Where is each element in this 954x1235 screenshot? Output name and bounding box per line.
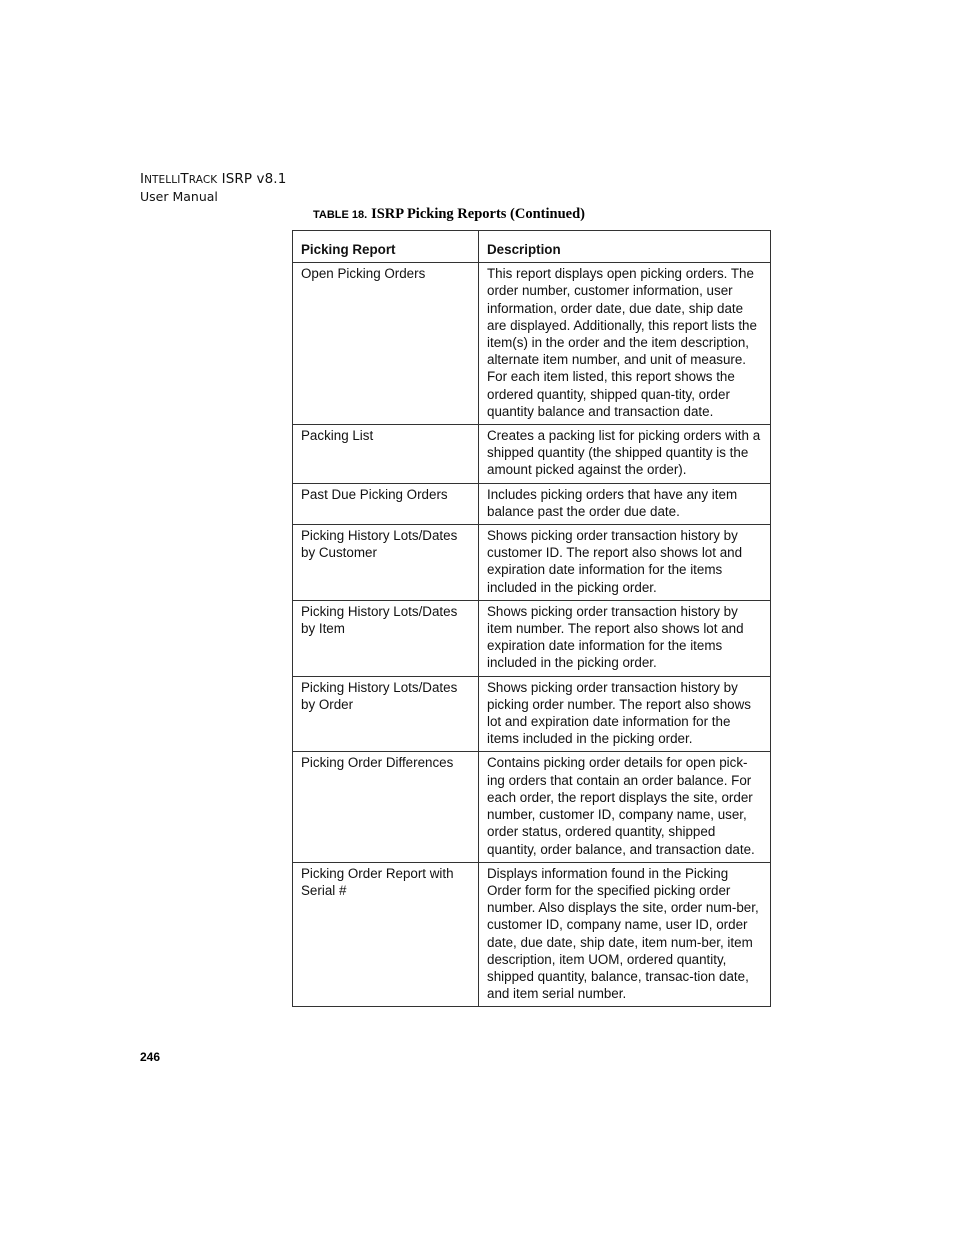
running-header [140, 170, 286, 205]
table-row [293, 525, 771, 601]
report-name-cell: Picking History Lots/Dates by Order [293, 676, 479, 752]
report-description-cell: This report displays open picking orders. The order number, customer information, user information, order date, due date, ship date are displayed. Additionally, this report lists the item(s) in the order and the item description, alternate item number, and unit of measure. For each item listed, this report shows the ordered quantity, shipped quan-tity, order quantity balance and transaction date. [479, 263, 771, 425]
report-description-cell: Creates a packing list for picking orders with a shipped quantity (the shipped quantity is the amount picked against the order). [479, 425, 771, 484]
report-description-cell: Contains picking order details for open pick-ing orders that contain an order balance. For each order, the report displays the site, order number, customer ID, company name, user, order status, ordered quantity, shipped quantity, order balance, and transaction date. [479, 752, 771, 862]
table-row [293, 600, 771, 676]
product-smallcaps-2: RACK [188, 174, 218, 186]
report-name-cell: Past Due Picking Orders [293, 483, 479, 524]
report-description-cell: Shows picking order transaction history by customer ID. The report also shows lot and expiration date information for the items included in the picking order. [479, 525, 771, 601]
report-description-cell: Shows picking order transaction history by item number. The report also shows lot and expiration date information for the items included in the picking order. [479, 600, 771, 676]
report-description-cell: Includes picking orders that have any item balance past the order due date. [479, 483, 771, 524]
manual-subtitle: User Manual [140, 189, 218, 204]
product-initial-1: I [140, 171, 145, 187]
product-version: ISRP v8.1 [217, 171, 287, 187]
report-description-cell: Displays information found in the Picking Order form for the specified picking order number. Also displays the site, order num-ber, customer ID, company name, user ID, order date, due date, ship date, item num-ber, item description, item UOM, ordered quantity, shipped quantity, balance, transac-tion date, and item serial number. [479, 862, 771, 1007]
table-row [293, 676, 771, 752]
report-name-cell: Picking History Lots/Dates by Item [293, 600, 479, 676]
table-row [293, 483, 771, 524]
report-name-cell: Open Picking Orders [293, 263, 479, 425]
column-header-picking-report: Picking Report [293, 231, 479, 263]
table-row [293, 752, 771, 862]
column-header-description: Description [479, 231, 771, 263]
report-description-cell: Shows picking order transaction history by picking order number. The report also shows lot and expiration date information for the items included in the picking order. [479, 676, 771, 752]
table-row [293, 862, 771, 1007]
product-initial-2: T [180, 171, 189, 187]
picking-reports-table [292, 230, 771, 1007]
table-caption [313, 205, 585, 223]
page-number: 246 [140, 1050, 161, 1064]
report-name-cell: Packing List [293, 425, 479, 484]
report-name-cell: Picking Order Report with Serial # [293, 862, 479, 1007]
product-smallcaps-1: NTELLI [144, 174, 181, 186]
product-title [140, 170, 286, 189]
report-name-cell: Picking Order Differences [293, 752, 479, 862]
report-name-cell: Picking History Lots/Dates by Customer [293, 525, 479, 601]
table-caption-label: TABLE 18. [313, 209, 368, 221]
table-row [293, 425, 771, 484]
table-header-row [293, 231, 771, 263]
table-row [293, 263, 771, 425]
table-caption-title: ISRP Picking Reports (Continued) [371, 206, 585, 222]
